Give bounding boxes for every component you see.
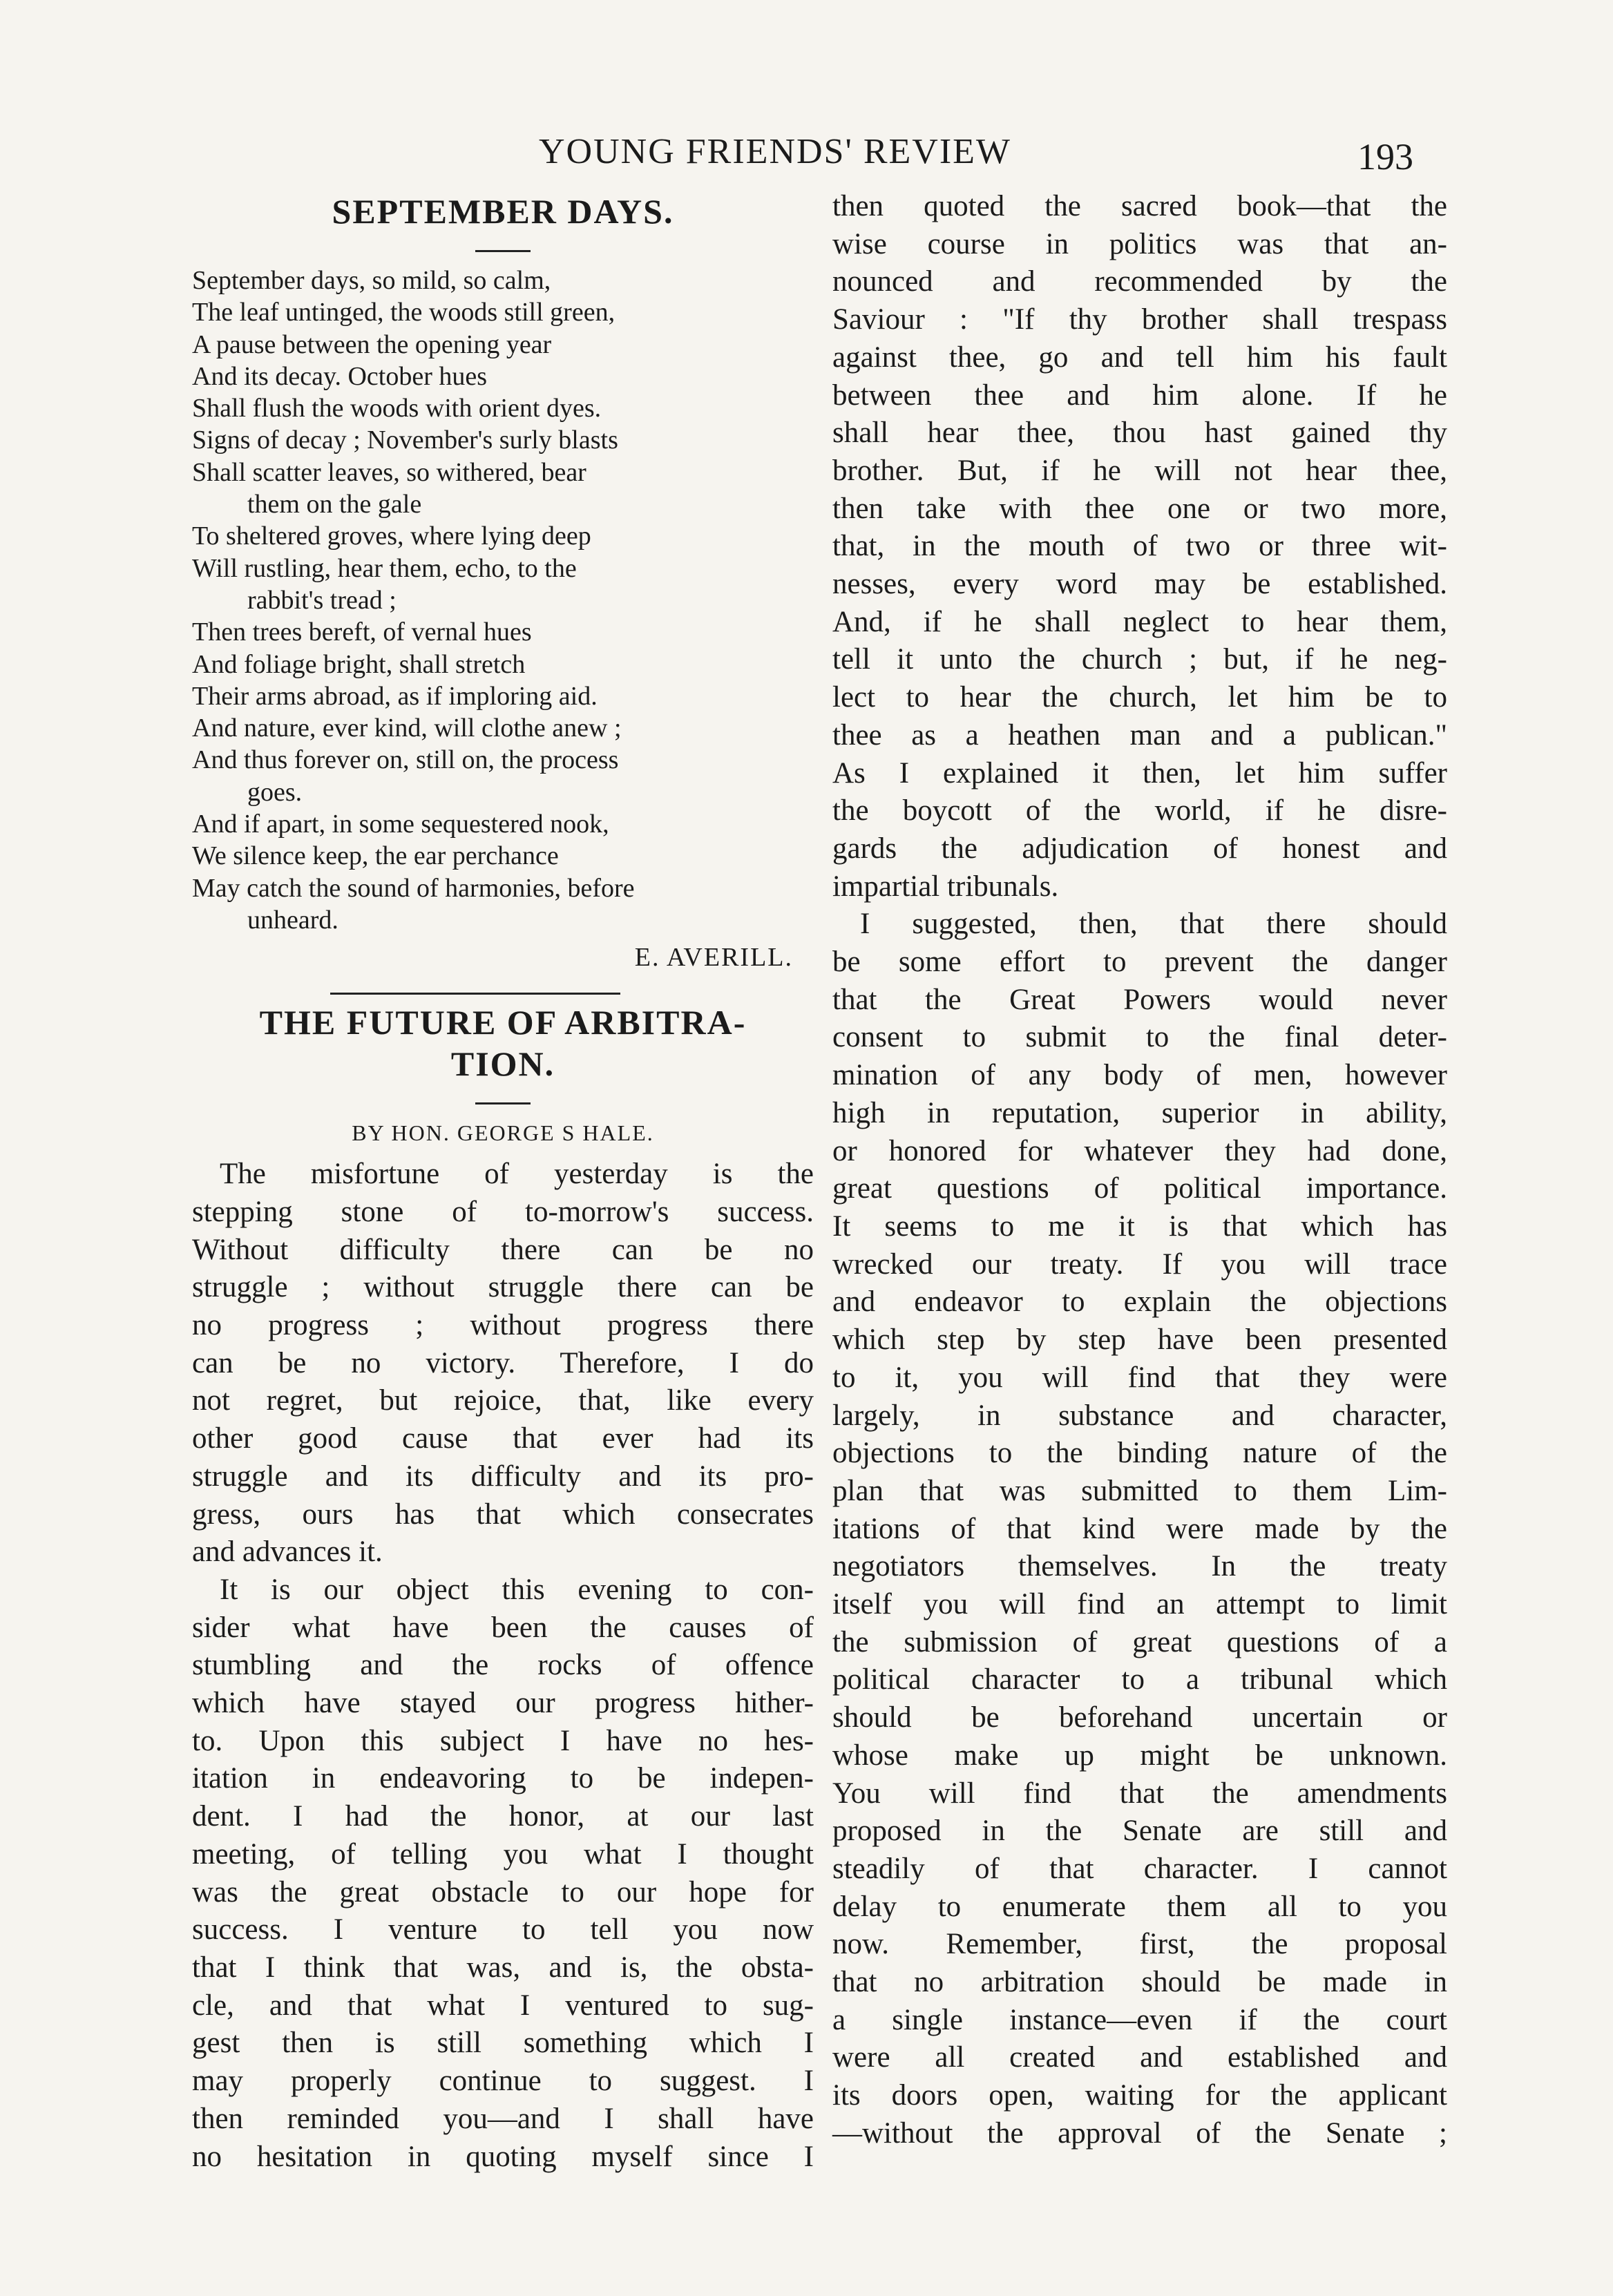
text-line: against thee, go and tell him his fault [832,341,1447,374]
text-line: mination of any body of men, however [832,1059,1447,1092]
text-line: then reminded you—and I shall have [192,2102,814,2135]
text-line: can be no victory. Therefore, I do [192,1346,814,1379]
text-line: great questions of political importance. [832,1172,1447,1205]
text-line: And, if he shall neglect to hear them, [832,605,1447,638]
text-line: gress, ours has that which consecrates [192,1498,814,1531]
poem-line: And if apart, in some sequestered nook, [192,810,609,839]
article-title-line-2: TION. [450,1044,555,1084]
poem-line: Shall scatter leaves, so withered, bear [192,457,586,487]
article-title-rule [475,1102,531,1104]
text-line: to it, you will find that they were [832,1361,1447,1394]
text-line: the boycott of the world, if he disre- [832,794,1447,827]
text-line: wise course in politics was that an- [832,227,1447,260]
poem-line: Will rustling, hear them, echo, to the [192,553,577,583]
text-line: that I think that was, and is, the obsta- [192,1951,814,1984]
text-line: or honored for whatever they had done, [832,1134,1447,1167]
text-line: to. Upon this subject I have no hes- [192,1724,814,1757]
poem-line: goes. [247,777,303,807]
article-title [192,1002,814,1084]
poem-line: rabbit's tread ; [247,585,397,615]
text-line: itations of that kind were made by the [832,1512,1447,1545]
page-number: 193 [1357,136,1413,178]
text-line: gest then is still something which I [192,2027,814,2060]
poem-line: And thus forever on, still on, the process [192,745,619,775]
text-line: I suggested, then, that there should [860,908,1447,941]
poem-line: A pause between the opening year [192,329,552,359]
poem-line: To sheltered groves, where lying deep [192,522,591,551]
poem-line: unheard. [247,905,338,935]
text-line: that, in the mouth of two or three wit- [832,530,1447,563]
text-line: a single instance—even if the court [832,2003,1447,2036]
text-line: be some effort to prevent the danger [832,946,1447,979]
text-line: which have stayed our progress hither- [192,1687,814,1720]
poem-line: Shall flush the woods with orient dyes. [192,394,602,423]
text-line: that no arbitration should be made in [832,1966,1447,1999]
text-line: then quoted the sacred book—that the [832,190,1447,222]
text-line: nounced and recommended by the [832,265,1447,298]
text-line: wrecked our treaty. If you will trace [832,1247,1447,1281]
article-byline: BY HON. GEORGE S HALE. [352,1120,654,1146]
text-line: the submission of great questions of a [832,1625,1447,1658]
text-line: may properly continue to suggest. I [192,2065,814,2098]
right-column [832,188,1447,2153]
text-line: delay to enumerate them all to you [832,1890,1447,1923]
text-line: tell it unto the church ; but, if he neg- [832,643,1447,676]
poem-title: SEPTEMBER DAYS. [332,192,674,231]
text-line: steadily of that character. I cannot [832,1852,1447,1885]
text-line: high in reputation, superior in ability, [832,1096,1447,1129]
text-line: success. I venture to tell you now [192,1913,814,1946]
title-rule [475,250,531,252]
text-line: no hesitation in quoting myself since I [192,2140,814,2173]
text-line: not regret, but rejoice, that, like every [192,1384,814,1417]
poem-body [192,265,814,936]
poem-line: Then trees bereft, of vernal hues [192,618,532,647]
text-line: other good cause that ever had its [192,1422,814,1455]
article-text-right [832,188,1447,2153]
poem-line: them on the gale [247,490,422,519]
text-line: between thee and him alone. If he [832,379,1447,412]
text-line: which step by step have been presented [832,1323,1447,1357]
poem-line: September days, so mild, so calm, [192,266,551,295]
text-line: impartial tribunals. [832,870,1059,903]
text-line: itself you will find an attempt to limit [832,1588,1447,1621]
left-column [192,188,814,2176]
article-text-left [192,1156,814,2176]
text-line: brother. But, if he will not hear thee, [832,454,1447,487]
poem-line: And nature, ever kind, will clothe anew ; [192,714,622,743]
text-line: It is our object this evening to con- [220,1573,814,1606]
text-line: no progress ; without progress there [192,1309,814,1342]
poem-line: Their arms abroad, as if imploring aid. [192,681,598,711]
text-line: were all created and established and [832,2041,1447,2074]
poem-line: May catch the sound of harmonies, before [192,873,635,903]
text-line: and endeavor to explain the objections [832,1285,1447,1319]
text-line: Saviour : "If thy brother shall trespass [832,303,1447,336]
text-line: —without the approval of the Senate ; [832,2116,1447,2150]
text-line: struggle ; without struggle there can be [192,1271,814,1304]
text-line: then take with thee one or two more, [832,492,1447,525]
text-line: now. Remember, first, the proposal [832,1928,1447,1961]
poem-line: The leaf untinged, the woods still green, [192,298,615,327]
text-line: gards the adjudication of honest and [832,832,1447,865]
text-line: political character to a tribunal which [832,1663,1447,1696]
text-line: negotiators themselves. In the treaty [832,1550,1447,1583]
text-line: As I explained it then, let him suffer [832,756,1447,790]
article-title-line-1: THE FUTURE OF ARBITRA- [259,1003,747,1042]
text-line: and advances it. [192,1536,383,1569]
text-line: stepping stone of to-morrow's success. [192,1195,814,1228]
text-line: dent. I had the honor, at our last [192,1800,814,1833]
text-line: that the Great Powers would never [832,983,1447,1016]
text-line: thee as a heathen man and a publican." [832,718,1447,752]
text-line: itation in endeavoring to be indepen- [192,1762,814,1795]
text-line: plan that was submitted to them Lim- [832,1474,1447,1507]
text-line: Without difficulty there can be no [192,1233,814,1266]
text-line: consent to submit to the final deter- [832,1021,1447,1054]
text-line: struggle and its difficulty and its pro- [192,1460,814,1493]
text-line: lect to hear the church, let him be to [832,681,1447,714]
text-line: objections to the binding nature of the [832,1437,1447,1470]
text-line: its doors open, waiting for the applicant [832,2079,1447,2112]
text-line: meeting, of telling you what I thought [192,1837,814,1871]
poem-line: And its decay. October hues [192,361,488,391]
text-line: proposed in the Senate are still and [832,1815,1447,1848]
text-line: sider what have been the causes of [192,1611,814,1644]
section-divider [330,993,620,995]
poem-line: We silence keep, the ear perchance [192,841,559,871]
poem-line: And foliage bright, shall stretch [192,649,526,679]
text-line: should be beforehand uncertain or [832,1701,1447,1734]
poem-author: E. AVERILL. [634,943,793,973]
text-line: shall hear thee, thou hast gained thy [832,417,1447,450]
text-line: cle, and that what I ventured to sug- [192,1989,814,2022]
text-line: stumbling and the rocks of offence [192,1649,814,1682]
text-line: It seems to me it is that which has [832,1209,1447,1243]
text-line: nesses, every word may be established. [832,568,1447,601]
running-head: YOUNG FRIENDS' REVIEW [539,132,1012,171]
text-line: whose make up might be unknown. [832,1739,1447,1772]
poem-line: Signs of decay ; November's surly blasts [192,425,618,455]
text-line: largely, in substance and character, [832,1399,1447,1432]
text-line: You will find that the amendments [832,1777,1447,1810]
text-line: The misfortune of yesterday is the [220,1158,814,1191]
text-line: was the great obstacle to our hope for [192,1875,814,1908]
